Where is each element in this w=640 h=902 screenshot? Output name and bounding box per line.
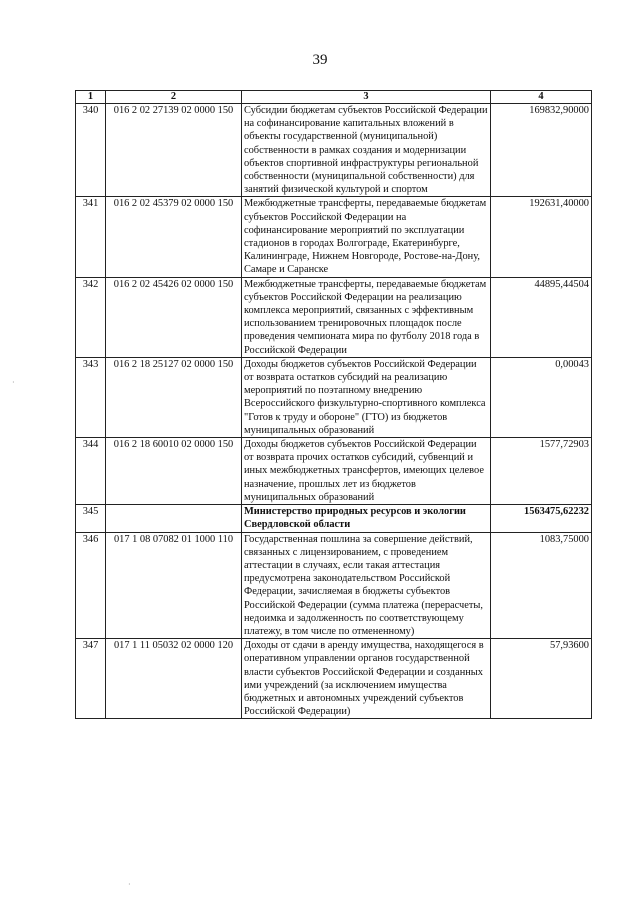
header-col-4: 4 [491,91,592,104]
table-row [76,104,592,197]
revenue-description: Доходы бюджетов субъектов Российской Федерации от возврата прочих остатков субсидий, субвенций и иных межбюджетных трансфертов, имеющих целевое назначение, прошлых лет из бюджетов муниципальных образований [242,438,491,505]
amount-value: 169832,90000 [491,104,592,197]
budget-code [106,505,242,532]
header-col-2: 2 [106,91,242,104]
margin-mark: · [128,880,131,889]
amount-value: 0,00043 [491,357,592,437]
revenue-description: Доходы от сдачи в аренду имущества, находящегося в оперативном управлении органов государственной власти субъектов Российской Федерации и созданных ими учреждений (за исключением имущества бюджетных и автономных учреждений субъектов Российской Федерации) [242,639,491,719]
budget-code: 016 2 02 45426 02 0000 150 [106,277,242,357]
budget-code: 017 1 08 07082 01 1000 110 [106,532,242,639]
budget-code: 016 2 18 60010 02 0000 150 [106,438,242,505]
revenue-description: Доходы бюджетов субъектов Российской Федерации от возврата остатков субсидий на реализацию мероприятий по поэтапному внедрению Всероссийского физкультурно-спортивного комплекса "Готов к труду и обороне" (ГТО) из бюджетов муниципальных образований [242,357,491,437]
row-number: 340 [76,104,106,197]
page-number: 39 [312,52,328,68]
table-row [76,197,592,277]
revenue-description: Субсидии бюджетам субъектов Российской Федерации на софинансирование капитальных вложений в объекты государственной (муниципальной) собственности в рамках создания и модернизации объектов спортивной инфраструктуры региональной собственности (муниципальной собственности) для занятий физической культурой и спортом [242,104,491,197]
table-row [76,532,592,639]
revenue-description: Межбюджетные трансферты, передаваемые бюджетам субъектов Российской Федерации на реализацию комплекса мероприятий, связанных с эффективным использованием тренировочных площадок после проведения чемпионата мира по футболу 2018 года в Российской Федерации [242,277,491,357]
row-number: 341 [76,197,106,277]
budget-code: 017 1 11 05032 02 0000 120 [106,639,242,719]
row-number: 344 [76,438,106,505]
table-row [76,357,592,437]
row-number: 342 [76,277,106,357]
table-row [76,505,592,532]
amount-value: 44895,44504 [491,277,592,357]
table-row [76,639,592,719]
revenue-description: Министерство природных ресурсов и экологии Свердловской области [242,505,491,532]
row-number: 347 [76,639,106,719]
amount-value: 1577,72903 [491,438,592,505]
amount-value: 1563475,62232 [491,505,592,532]
table-header-row [76,91,592,104]
revenue-description: Государственная пошлина за совершение действий, связанных с лицензированием, с проведением аттестации в случаях, если такая аттестация предусмотрена законодательством Российской Федерации, зачисляемая в бюджеты субъектов Российской Федерации (сумма платежа (перерасчеты, недоимка и задолженность по соответствующему платежу, в том числе по отмененному) [242,532,491,639]
header-col-3: 3 [242,91,491,104]
budget-code: 016 2 02 45379 02 0000 150 [106,197,242,277]
table-row [76,438,592,505]
budget-code: 016 2 02 27139 02 0000 150 [106,104,242,197]
revenue-description: Межбюджетные трансферты, передаваемые бюджетам субъектов Российской Федерации на софинансирование мероприятий по эксплуатации стадионов в городах Волгограде, Екатеринбурге, Калининграде, Нижнем Новгороде, Ростове-на-Дону, Самаре и Саранске [242,197,491,277]
row-number: 345 [76,505,106,532]
row-number: 346 [76,532,106,639]
header-col-1: 1 [76,91,106,104]
amount-value: 192631,40000 [491,197,592,277]
margin-mark: · [12,378,15,387]
budget-table [75,90,592,719]
table-row [76,277,592,357]
amount-value: 57,93600 [491,639,592,719]
budget-code: 016 2 18 25127 02 0000 150 [106,357,242,437]
amount-value: 1083,75000 [491,532,592,639]
row-number: 343 [76,357,106,437]
